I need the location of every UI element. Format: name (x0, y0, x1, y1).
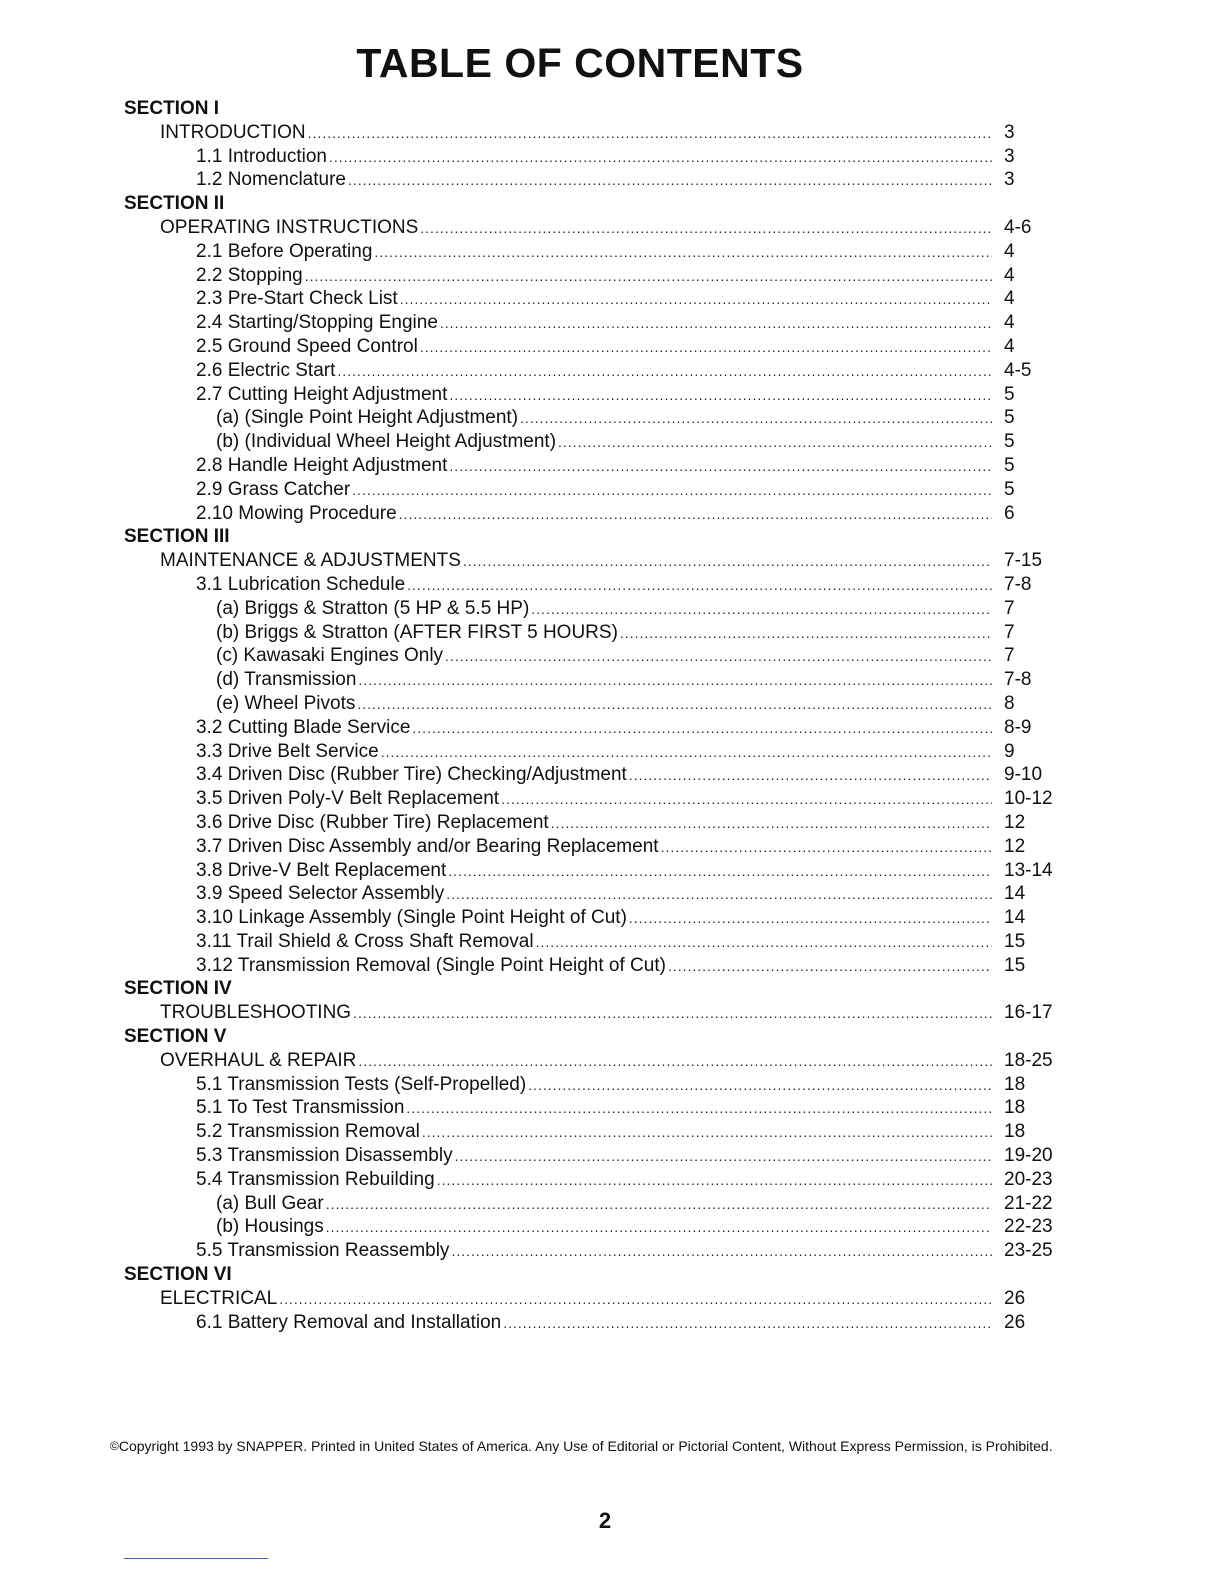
toc-entry-row (0, 1049, 1224, 1073)
toc-entry-page: 3 (1004, 169, 1015, 191)
dot-leader (358, 1050, 992, 1074)
toc-entry (196, 168, 1056, 193)
toc-entry-page: 19-20 (1004, 1145, 1053, 1167)
toc-entry (196, 502, 1056, 527)
toc-entry (216, 692, 1056, 717)
dot-leader (357, 693, 992, 717)
toc-entry (196, 930, 1056, 955)
dot-leader (358, 669, 992, 693)
toc-entry-row (0, 1120, 1224, 1144)
toc-entry-page: 5 (1004, 431, 1015, 453)
toc-entry-label: 3.1 Lubrication Schedule (196, 573, 406, 595)
toc-entry (160, 549, 1056, 574)
toc-entry-page: 5 (1004, 383, 1015, 405)
toc-entry (160, 1049, 1056, 1074)
toc-entry (160, 121, 1056, 146)
toc-entry-label: 6.1 Battery Removal and Installation (196, 1311, 502, 1333)
toc-section-heading: SECTION II (124, 193, 225, 215)
dot-leader (326, 1193, 992, 1217)
toc-section-heading: SECTION V (124, 1026, 227, 1048)
toc-entry (160, 216, 1056, 241)
toc-entry-row (0, 264, 1224, 288)
toc-entry-page: 6 (1004, 502, 1015, 524)
toc-entry (196, 383, 1056, 408)
toc-entry-row (0, 502, 1224, 526)
toc-entry-page: 3 (1004, 121, 1015, 143)
toc-entry-row (0, 383, 1224, 407)
toc-entry-row (0, 668, 1224, 692)
toc-entry-page: 7-8 (1004, 669, 1032, 691)
toc-entry-row (0, 621, 1224, 645)
toc-entry-row (0, 954, 1224, 978)
toc-entry-label: OPERATING INSTRUCTIONS (160, 216, 419, 238)
dot-leader (279, 1288, 992, 1312)
toc-entry-row (0, 311, 1224, 335)
toc-entry-label: INTRODUCTION (160, 121, 306, 143)
toc-entry (196, 145, 1056, 170)
toc-entry-row (0, 1215, 1224, 1239)
toc-entry-row (0, 763, 1224, 787)
toc-entry-label: 3.3 Drive Belt Service (196, 740, 379, 762)
dot-leader (463, 550, 992, 574)
toc-entry-page: 5 (1004, 454, 1015, 476)
dot-leader (440, 312, 992, 336)
dot-leader (536, 931, 992, 955)
toc-entry-row (0, 740, 1224, 764)
dot-leader (407, 574, 992, 598)
toc-entry-page: 8-9 (1004, 716, 1032, 738)
dot-leader (661, 836, 992, 860)
toc-entry-label: (b) Briggs & Stratton (AFTER FIRST 5 HOURS) (216, 621, 618, 643)
toc-entry-label: 2.9 Grass Catcher (196, 478, 351, 500)
page-title: TABLE OF CONTENTS (356, 40, 804, 86)
dot-leader (420, 217, 992, 241)
toc-entry-label: 2.3 Pre-Start Check List (196, 288, 398, 310)
toc-entry-page: 7 (1004, 597, 1015, 619)
toc-entry (196, 835, 1056, 860)
dot-leader (381, 741, 992, 765)
toc-entry-page: 18 (1004, 1097, 1026, 1119)
toc-section-row (0, 192, 1224, 216)
toc-entry (196, 882, 1056, 907)
toc-entry-label: (a) (Single Point Height Adjustment) (216, 407, 519, 429)
toc-entry-page: 9 (1004, 740, 1015, 762)
toc-entry-label: 3.7 Driven Disc Assembly and/or Bearing Replacement (196, 835, 659, 857)
toc-entry-row (0, 1287, 1224, 1311)
toc-entry-row (0, 906, 1224, 930)
toc-entry-row (0, 406, 1224, 430)
toc-entry-row (0, 454, 1224, 478)
toc-entry-label: 3.2 Cutting Blade Service (196, 716, 411, 738)
toc-entry-row (0, 1144, 1224, 1168)
toc-entry-page: 26 (1004, 1287, 1026, 1309)
toc-entry-page: 15 (1004, 954, 1026, 976)
toc-entry-page: 12 (1004, 811, 1026, 833)
toc-entry-row (0, 1192, 1224, 1216)
toc-entry (196, 763, 1056, 788)
toc-entry-page: 4 (1004, 240, 1015, 262)
toc-entry-page: 4 (1004, 335, 1015, 357)
toc-entry-row (0, 121, 1224, 145)
toc-entry (196, 954, 1056, 979)
toc-entry (196, 1239, 1056, 1264)
toc-entry-label: 5.4 Transmission Rebuilding (196, 1168, 435, 1190)
dot-leader (353, 1002, 992, 1026)
copyright-text: Copyright 1993 by SNAPPER. Printed in United States of America. Any Use of Editorial or Pictorial Content, Without Express Permission, is Prohibited. (118, 1438, 1053, 1454)
dot-leader (445, 645, 992, 669)
toc-entry (216, 1215, 1056, 1240)
toc-entry-page: 15 (1004, 930, 1026, 952)
toc-entry-label: (d) Transmission (216, 669, 357, 691)
toc-entry (196, 740, 1056, 765)
toc-entry-label: 3.12 Transmission Removal (Single Point Height of Cut) (196, 954, 666, 976)
toc-entry-page: 7-15 (1004, 550, 1043, 572)
toc-entry-page: 16-17 (1004, 1002, 1053, 1024)
toc-entry-page: 4 (1004, 264, 1015, 286)
dot-leader (668, 955, 992, 979)
dot-leader (558, 431, 992, 455)
toc-entry-row (0, 930, 1224, 954)
dot-leader (406, 1097, 992, 1121)
toc-entry-row (0, 716, 1224, 740)
toc-entry-label: 1.1 Introduction (196, 145, 327, 167)
toc-entry-label: 5.5 Transmission Reassembly (196, 1240, 450, 1262)
toc-entry-page: 7 (1004, 621, 1015, 643)
dot-leader (451, 1240, 992, 1264)
toc-entry-row (0, 1168, 1224, 1192)
dot-leader (449, 455, 992, 479)
toc-entry-row (0, 216, 1224, 240)
dot-leader (374, 241, 992, 265)
dot-leader (449, 384, 992, 408)
toc-entry-page: 22-23 (1004, 1216, 1053, 1238)
toc-section-row (0, 977, 1224, 1001)
toc-entry (216, 1192, 1056, 1217)
dot-leader (629, 764, 992, 788)
toc-entry (216, 406, 1056, 431)
toc-entry (160, 1287, 1056, 1312)
toc-entry-page: 20-23 (1004, 1168, 1053, 1190)
toc-entry-label: 2.4 Starting/Stopping Engine (196, 312, 438, 334)
toc-entry (196, 787, 1056, 812)
toc-entry-page: 23-25 (1004, 1240, 1053, 1262)
toc-entry-row (0, 644, 1224, 668)
toc-entry (196, 1144, 1056, 1169)
toc-entry-page: 18 (1004, 1121, 1026, 1143)
toc-entry-label: 3.5 Driven Poly-V Belt Replacement (196, 788, 500, 810)
dot-leader (620, 622, 992, 646)
toc-entry-page: 14 (1004, 883, 1026, 905)
toc-entry (196, 1120, 1056, 1145)
dot-leader (455, 1145, 992, 1169)
dot-leader (501, 788, 992, 812)
toc-entry (216, 668, 1056, 693)
toc-entry-row (0, 359, 1224, 383)
toc-entry (196, 264, 1056, 289)
toc-entry-row (0, 1096, 1224, 1120)
toc-entry-row (0, 1001, 1224, 1025)
toc-entry-label: TROUBLESHOOTING (160, 1002, 352, 1024)
toc-entry (196, 335, 1056, 360)
dot-leader (503, 1312, 992, 1336)
toc-section-row (0, 1263, 1224, 1287)
dot-leader (446, 883, 992, 907)
toc-entry-row (0, 478, 1224, 502)
toc-entry-page: 9-10 (1004, 764, 1043, 786)
toc-entry-row (0, 335, 1224, 359)
dot-leader (305, 265, 992, 289)
copyright-symbol: © (110, 1439, 119, 1453)
toc-entry-label: (c) Kawasaki Engines Only (216, 645, 444, 667)
toc-entry-row (0, 168, 1224, 192)
toc-entry-label: 2.7 Cutting Height Adjustment (196, 383, 448, 405)
toc-entry (196, 859, 1056, 884)
dot-leader (400, 288, 992, 312)
footer-rule (124, 1558, 268, 1559)
dot-leader (412, 717, 992, 741)
toc-entry-row (0, 787, 1224, 811)
dot-leader (422, 1121, 992, 1145)
toc-entry-label: (e) Wheel Pivots (216, 692, 356, 714)
toc-entry-page: 14 (1004, 907, 1026, 929)
copyright-notice (110, 1437, 1120, 1456)
dot-leader (520, 407, 992, 431)
toc-entry (196, 1311, 1056, 1336)
toc-entry-page: 7 (1004, 645, 1015, 667)
toc-entry-page: 13-14 (1004, 859, 1053, 881)
toc-entry-label: (b) Housings (216, 1216, 324, 1238)
toc-entry-page: 21-22 (1004, 1192, 1053, 1214)
dot-leader (437, 1169, 992, 1193)
toc-section-row (0, 525, 1224, 549)
toc-entry (196, 1168, 1056, 1193)
toc-entry-label: ELECTRICAL (160, 1287, 278, 1309)
toc-entry (196, 311, 1056, 336)
toc-entry (216, 621, 1056, 646)
toc-entry-page: 12 (1004, 835, 1026, 857)
toc-entry-label: MAINTENANCE & ADJUSTMENTS (160, 550, 461, 572)
toc-entry-row (0, 859, 1224, 883)
toc-entry-label: 2.10 Mowing Procedure (196, 502, 397, 524)
toc-entry-page: 4 (1004, 312, 1015, 334)
dot-leader (528, 1074, 992, 1098)
dot-leader (399, 503, 992, 527)
toc-entry (196, 906, 1056, 931)
toc-entry-label: 3.6 Drive Disc (Rubber Tire) Replacement (196, 811, 549, 833)
dot-leader (352, 479, 992, 503)
toc-entry (216, 430, 1056, 455)
toc-entry-row (0, 287, 1224, 311)
toc-entry-label: 3.11 Trail Shield & Cross Shaft Removal (196, 930, 534, 952)
toc-entry-label: 2.6 Electric Start (196, 359, 336, 381)
toc-entry (196, 573, 1056, 598)
toc-entry-page: 10-12 (1004, 788, 1053, 810)
toc-entry-row (0, 882, 1224, 906)
toc-entry-page: 4-6 (1004, 216, 1032, 238)
toc-entry (196, 811, 1056, 836)
toc-entry-label: 2.2 Stopping (196, 264, 303, 286)
toc-entry-label: 5.2 Transmission Removal (196, 1121, 420, 1143)
toc-entry-row (0, 811, 1224, 835)
toc-entry-row (0, 430, 1224, 454)
toc-entry-page: 8 (1004, 692, 1015, 714)
dot-leader (629, 907, 992, 931)
dot-leader (531, 598, 992, 622)
toc-section-heading: SECTION IV (124, 978, 232, 1000)
toc-entry-row (0, 240, 1224, 264)
toc-section-row (0, 97, 1224, 121)
toc-entry-label: 3.9 Speed Selector Assembly (196, 883, 445, 905)
dot-leader (420, 336, 992, 360)
table-of-contents (0, 97, 1224, 1334)
toc-entry-row (0, 549, 1224, 573)
dot-leader (448, 860, 992, 884)
toc-entry-label: (a) Briggs & Stratton (5 HP & 5.5 HP) (216, 597, 530, 619)
toc-entry (196, 1096, 1056, 1121)
toc-entry-row (0, 835, 1224, 859)
page-number: 2 (598, 1508, 612, 1533)
toc-entry-label: (b) (Individual Wheel Height Adjustment) (216, 431, 557, 453)
toc-entry-label: 2.1 Before Operating (196, 240, 373, 262)
toc-entry-label: 5.3 Transmission Disassembly (196, 1145, 453, 1167)
toc-entry (196, 359, 1056, 384)
toc-entry (216, 644, 1056, 669)
dot-leader (348, 169, 992, 193)
toc-entry-row (0, 692, 1224, 716)
toc-section-heading: SECTION I (124, 98, 220, 119)
toc-entry-label: 1.2 Nomenclature (196, 169, 346, 191)
toc-entry-label: 3.8 Drive-V Belt Replacement (196, 859, 447, 881)
toc-entry-page: 4-5 (1004, 359, 1032, 381)
toc-entry-page: 5 (1004, 407, 1015, 429)
toc-entry (216, 597, 1056, 622)
toc-entry-label: 5.1 To Test Transmission (196, 1097, 405, 1119)
toc-entry-row (0, 1239, 1224, 1263)
toc-entry-row (0, 1311, 1224, 1335)
toc-entry-label: (a) Bull Gear (216, 1192, 324, 1214)
toc-entry-label: 2.8 Handle Height Adjustment (196, 454, 448, 476)
toc-entry (196, 478, 1056, 503)
dot-leader (337, 360, 992, 384)
dot-leader (329, 146, 992, 170)
toc-entry (160, 1001, 1056, 1026)
toc-entry-page: 7-8 (1004, 573, 1032, 595)
toc-entry (196, 716, 1056, 741)
toc-entry-page: 26 (1004, 1311, 1026, 1333)
toc-entry-page: 4 (1004, 288, 1015, 310)
toc-entry-label: 3.4 Driven Disc (Rubber Tire) Checking/Adjustment (196, 764, 627, 786)
toc-entry-label: 3.10 Linkage Assembly (Single Point Height of Cut) (196, 907, 627, 929)
toc-entry-row (0, 145, 1224, 169)
toc-entry-label: 5.1 Transmission Tests (Self-Propelled) (196, 1073, 527, 1095)
toc-entry (196, 240, 1056, 265)
dot-leader (326, 1216, 992, 1240)
toc-entry (196, 287, 1056, 312)
toc-entry-label: 2.5 Ground Speed Control (196, 335, 418, 357)
dot-leader (551, 812, 992, 836)
toc-entry (196, 1073, 1056, 1098)
toc-entry-label: OVERHAUL & REPAIR (160, 1049, 357, 1071)
toc-entry-page: 3 (1004, 145, 1015, 167)
toc-entry-page: 18-25 (1004, 1049, 1053, 1071)
toc-section-row (0, 1025, 1224, 1049)
toc-entry-page: 5 (1004, 478, 1015, 500)
toc-section-heading: SECTION VI (124, 1264, 232, 1286)
toc-entry-page: 18 (1004, 1073, 1026, 1095)
dot-leader (308, 122, 992, 146)
toc-entry-row (0, 1073, 1224, 1097)
toc-entry (196, 454, 1056, 479)
toc-entry-row (0, 597, 1224, 621)
toc-section-heading: SECTION III (124, 526, 230, 548)
toc-entry-row (0, 573, 1224, 597)
